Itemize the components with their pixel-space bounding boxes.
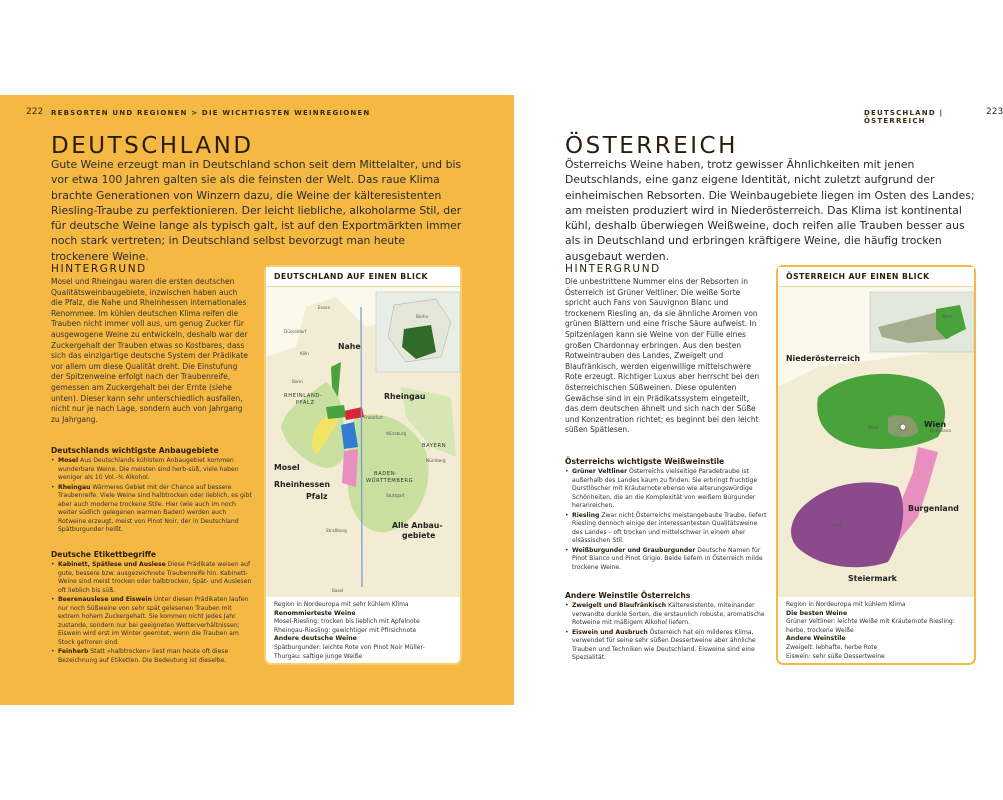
list-item: • Rheingau Wärmeres Gebiet mit der Chance auf bessere Traubenreife. Viele Weine sind halbtrocken oder lieblich, es gibt aber auch moderne trockene Stile. Hier (wie auch im noch weiter südlich gelegenen warmen Baden) werden auch Rotweine erzeugt, meist von Pinot Noir, der in Deutschland Spätburgunder heißt.: [51, 484, 253, 535]
city-basel: Basel: [332, 588, 344, 593]
city-frankfurt: Frankfurt: [364, 415, 383, 420]
label-alle-anbaugebiete-1: Alle Anbau-: [392, 521, 443, 530]
running-head-left: REBSORTEN UND REGIONEN > DIE WICHTIGSTEN WEINREGIONEN: [51, 109, 371, 117]
germany-map-card: [264, 265, 462, 665]
list-etikettbegriffe: [51, 561, 253, 666]
list-item: • Weißburgunder und Grauburgunder Deutsche Namen für Pinot Bianco und Pinot Grigio. Beide liefern in Österreich milde trockene Weine.: [565, 547, 767, 573]
city-nuernberg: Nürnberg: [426, 458, 446, 463]
wien-marker: [900, 424, 906, 430]
running-head-right: DEUTSCHLAND | ÖSTERREICH: [864, 109, 944, 125]
section-body-left: Mosel und Rheingau waren die ersten deutschen Qualitätsweinbaugebiete, inzwischen haben auch die Pfalz, die Nahe und Rheinhessen internationales Renommee. Im kühlen deutschen Klima reifen die Trauben nicht immer voll aus, um genug Zucker für ausgewogene Weine zu entwickeln, deshalb war der Zuckergehalt der Trauben etwas so Kostbares, dass sich das einzigartige deutsche System der Prädikate vor allem um diese Qualität dreht. Die Einstufung der Spitzenweine erfolgt nach der Traubenreife, gemessen am Zuckergehalt bei der Ernte (siehe unten). Dieser kann sehr unterschiedlich ausfallen, nicht nur je nach Lage, sondern auch von Jahrgang zu Jahrgang.: [51, 277, 248, 424]
list-item: • Feinherb Statt »halbtrocken« liest man heute oft diese Bezeichnung auf Etiketten. Die Bedeutung ist dieselbe.: [51, 648, 253, 665]
legend-text: Thurgau: saftige junge Weiße: [274, 652, 363, 660]
city-bratislava: Bratislava: [930, 428, 951, 433]
page-title-oesterreich: ÖSTERREICH: [565, 133, 738, 159]
legend-text: Spätburgunder: leichte Rote von Pinot Noir Müller-: [274, 643, 425, 651]
page-number-left: 222: [26, 107, 44, 117]
list-andere-weinstile: [565, 602, 767, 664]
label-pfalz: Pfalz: [306, 492, 328, 501]
inset-city-berlin: Berlin: [416, 314, 429, 319]
subheading-etikettbegriffe: Deutsche Etikettbegriffe: [51, 550, 157, 559]
list-anbaugebiete: [51, 457, 253, 536]
inset-city-wien: Wien: [942, 314, 953, 319]
legend-text: Rheingau-Riesling: gewichtiger mit Pfirsichnote: [274, 626, 417, 634]
label-rheingau: Rheingau: [384, 392, 426, 401]
city-graz: Graz: [832, 523, 842, 528]
label-alle-anbaugebiete-2: gebiete: [402, 531, 436, 540]
right-page: [514, 95, 1003, 705]
niederoesterreich-area: [817, 374, 945, 449]
region-bayern: BAYERN: [422, 443, 447, 449]
austria-map-legend: [786, 601, 966, 661]
nahe-area: [326, 405, 346, 419]
region-wuerttemberg: WÜRTTEMBERG: [366, 478, 414, 484]
germany-map-title: DEUTSCHLAND AUF EINEN BLICK: [266, 267, 460, 287]
label-niederoesterreich: Niederösterreich: [786, 354, 861, 363]
legend-text: Zweigelt: lebhafte, herbe Rote: [786, 643, 878, 651]
list-item: • Zweigelt und Blaufränkisch Kälteresistente, miteinander verwandte dunkle Sorten, die erstaunlich robuste, aromatische Rotweine mit mäßigem Alkohol liefern.: [565, 602, 767, 628]
label-wien: Wien: [924, 420, 947, 429]
legend-title-andere-weinstile: Andere Weinstile: [786, 635, 846, 643]
legend-title-andere: Andere deutsche Weine: [274, 635, 357, 643]
region-baden: BADEN-: [374, 471, 398, 477]
germany-map-legend: [274, 601, 454, 661]
list-item: • Kabinett, Spätlese und Auslese Diese Prädikate weisen auf gute, bessere bzw. ausgezeichnete Traubenreife hin. Kabinett-Weine sind meist trocken oder halbtrocken, Spät- und Auslesen oft lieblich bis süß.: [51, 561, 253, 595]
legend-text: Eiswein: sehr süße Dessertweine: [786, 652, 885, 660]
austria-map: [778, 287, 974, 597]
city-wien-small: Wien: [868, 425, 879, 430]
page-title-deutschland: DEUTSCHLAND: [51, 133, 254, 159]
section-body-right: Die unbestrittene Nummer eins der Rebsorten in Österreich ist Grüner Veltliner. Die weiße Sorte spricht auch Fans von Sauvignon Blanc und trockenem Riesling an, da sie ähnliche Aromen von grünen Blättern und eine frische Säure aufweist. In Spitzenlagen kann sie Weine von der Fülle eines großen Chardonnay erbringen. Aus den besten Rotweintrauben des Landes, Zweigelt und Blaufränkisch, werden eigenwillige mittelschwere Rote erzeugt. Richtiger Luxus aber herrscht bei den österreichischen Süßweinen. Diese opulenten Gewächse sind in ein Prädikatssystem eingeteilt, das dem deutschen ähnelt und sich nach der Süße und Konzentration richtet; es beginnt bei den leicht süßen Spätlesen.: [565, 277, 760, 435]
city-wuerzburg: Würzburg: [386, 431, 407, 436]
city-duesseldorf: Düsseldorf: [284, 329, 307, 334]
book-spread: [0, 95, 1003, 705]
legend-title-beste-weine: Die besten Weine: [786, 609, 848, 617]
label-mosel: Mosel: [274, 463, 300, 472]
austria-map-title: ÖSTERREICH AUF EINEN BLICK: [778, 267, 974, 287]
list-item: • Beerenauslese und Eiswein Unter diesen Prädikaten laufen nur noch Süßweine von sehr spät gelesenen Trauben mit extrem hohem Zuckergehalt. Sie kommen nicht jedes Jahr zustande, sondern nur bei geeigneten Wetterverhältnissen; Eiswein wird erst im Winter geerntet, wenn die Trauben am Stock gefroren sind.: [51, 596, 253, 647]
city-stuttgart: Stuttgart: [386, 493, 405, 498]
city-strassburg: Straßburg: [326, 528, 347, 533]
left-page: [0, 95, 514, 705]
city-koeln: Köln: [300, 351, 309, 356]
region-pfalz: PFALZ: [296, 400, 315, 406]
intro-deutschland: Gute Weine erzeugt man in Deutschland schon seit dem Mittelalter, und bis vor etwa 100 Jahren galten sie als die feinsten der Welt. Das raue Klima brachte Generationen von Winzern dazu, die Weine der kälteresistenten Riesling-Traube zu perfektionieren. Der leicht liebliche, alkoholarme Stil, der für deutsche Weine lange als typisch galt, ist auf den Exportmärkten immer noch stark vertreten; in Deutschland selbst bevorzugt man heute trockenere Weine.: [51, 158, 462, 263]
germany-map: [266, 287, 460, 597]
list-item: • Grüner Veltliner Österreichs vielseitige Paradetraube ist außerhalb des Landes kaum zu finden. Sie erbringt fruchtige Durstlöscher mit Kräuternote ebenso wie alterungswürdige Schönheiten, die an die Komplexität von weißem Burgunder heranreichen.: [565, 468, 767, 511]
subheading-andere-weinstile: Andere Weinstile Österreichs: [565, 591, 691, 600]
austria-map-caption: Region in Nordeuropa mit kühlem Klima: [786, 601, 906, 608]
section-heading-hintergrund-right: HINTERGRUND: [565, 263, 661, 275]
subheading-weissweinstile: Österreichs wichtigste Weißweinstile: [565, 457, 725, 466]
list-item: • Riesling Zwar nicht Österreichs meistangebaute Traube, liefert Riesling dennoch einige der interessantesten Qualitätsweine des Landes – oft trocken und mittelschwer in einem eher elsässischen Stil.: [565, 512, 767, 546]
label-rheinhessen: Rheinhessen: [274, 480, 331, 489]
label-burgenland: Burgenland: [908, 504, 959, 513]
list-item: • Mosel Aus Deutschlands kühlstem Anbaugebiet kommen wunderbare Weine. Die meisten sind herb-süß, viele haben weniger als 10 Vol.-% Alkohol.: [51, 457, 253, 483]
label-steiermark: Steiermark: [848, 574, 897, 583]
page-number-right: 223: [986, 107, 1003, 117]
section-heading-hintergrund-left: HINTERGRUND: [51, 263, 147, 275]
germany-map-caption: Region in Nordeuropa mit sehr kühlem Klima: [274, 601, 409, 608]
city-bonn: Bonn: [292, 379, 303, 384]
legend-title-renommierteste: Renommierteste Weine: [274, 609, 356, 617]
austria-map-card: [776, 265, 976, 665]
region-rheinland: RHEINLAND-: [284, 393, 323, 399]
intro-oesterreich: Österreichs Weine haben, trotz gewisser Ähnlichkeiten mit jenen Deutschlands, eine ganz eigene Identität, nicht zuletzt aufgrund der einheimischen Rebsorten. Die Weinbaugebiete liegen im Osten des Landes; am meisten produziert wird in Niederösterreich. Das Klima ist kontinental kühl, deshalb überwiegen Weißweine, doch reifen alle Trauben besser aus als in Deutschland und erbringen kräftigere Weine, die häufig trocken ausgebaut werden.: [565, 158, 975, 263]
legend-text: Mosel-Riesling: trocken bis lieblich mit Apfelnote: [274, 618, 420, 626]
list-item: • Eiswein und Ausbruch Österreich hat ein milderes Klima, verwendet für seine sehr süßen Dessertweine aber ähnliche Trauben und Techniken wie Deutschland. Eisweine sind eine Spezialität.: [565, 629, 767, 663]
label-nahe: Nahe: [338, 342, 361, 351]
pfalz-area: [342, 449, 358, 487]
legend-text: Grüner Veltliner: leichte Weiße mit Kräuternote Riesling: herbe, trockene Weiße: [786, 618, 955, 634]
list-weissweinstile: [565, 468, 767, 573]
city-essen: Essen: [318, 305, 331, 310]
subheading-anbaugebiete: Deutschlands wichtigste Anbaugebiete: [51, 446, 219, 455]
